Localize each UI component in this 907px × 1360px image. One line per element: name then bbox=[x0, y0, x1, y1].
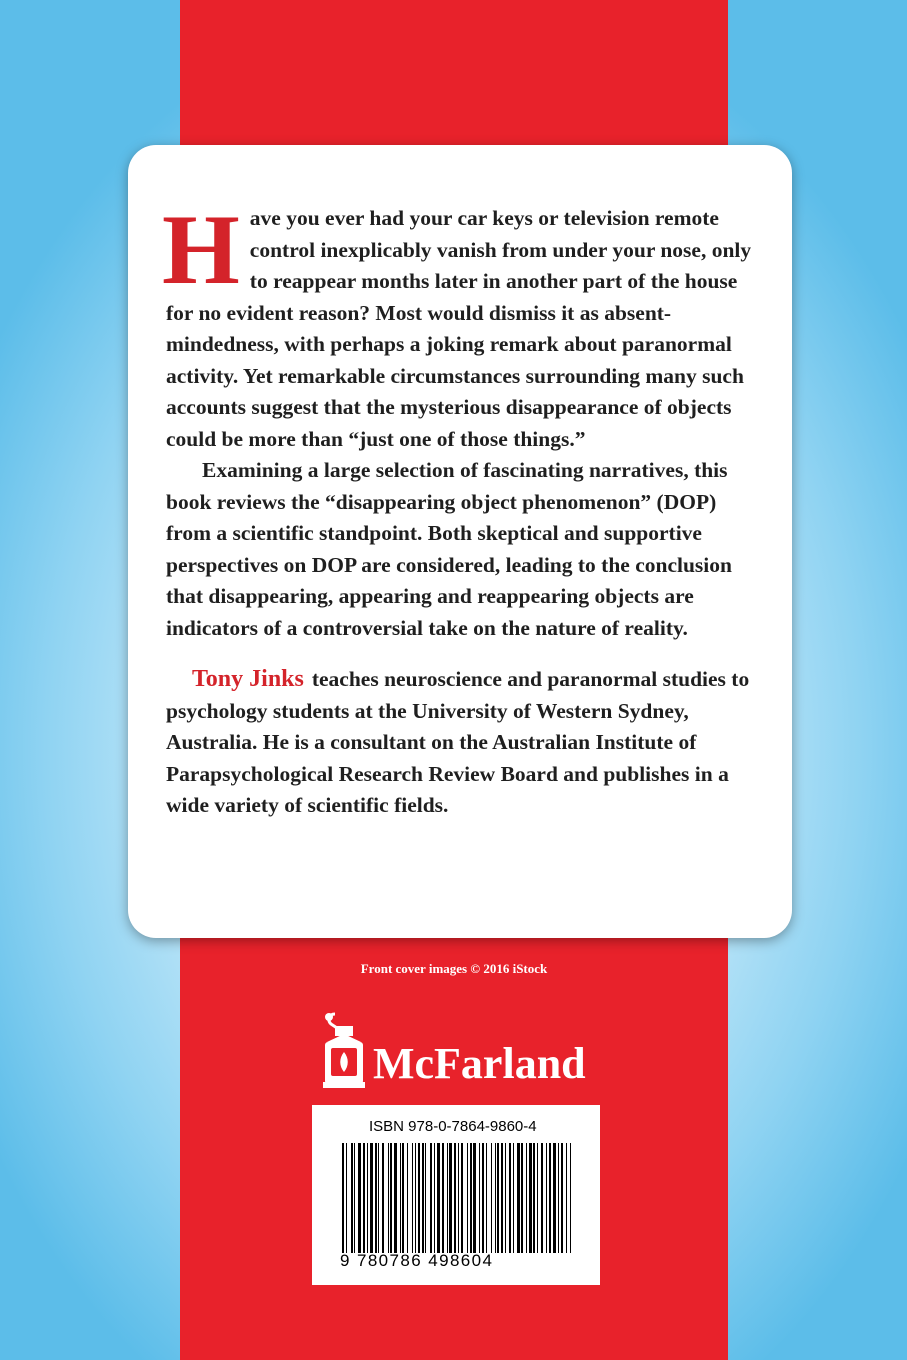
barcode bbox=[342, 1143, 574, 1253]
barcode-stripe bbox=[412, 1143, 413, 1253]
barcode-stripe bbox=[479, 1143, 480, 1253]
barcode-stripe bbox=[529, 1143, 532, 1253]
author-bio-text: teaches neuroscience and paranormal studies to psychology students at the University of Western Sydney, Australia. He is a consultant on the Australian Institute of Parapsychological Research Review Board and publishes in a wide variety of scientific fields. bbox=[166, 667, 750, 817]
author-bio bbox=[166, 664, 756, 822]
barcode-stripe bbox=[458, 1143, 459, 1253]
barcode-stripe bbox=[415, 1143, 416, 1253]
barcode-stripe bbox=[434, 1143, 435, 1253]
cover-image-credit: Front cover images © 2016 iStock bbox=[360, 961, 548, 976]
barcode-stripe bbox=[501, 1143, 503, 1253]
barcode-stripe bbox=[497, 1143, 499, 1253]
barcode-stripe bbox=[558, 1143, 559, 1253]
barcode-stripe bbox=[546, 1143, 547, 1253]
barcode-stripe bbox=[382, 1143, 384, 1253]
publisher-name: McFarland bbox=[373, 1039, 586, 1088]
barcode-stripe bbox=[505, 1143, 506, 1253]
barcode-stripe bbox=[526, 1143, 527, 1253]
barcode-stripe bbox=[400, 1143, 401, 1253]
barcode-stripe bbox=[561, 1143, 563, 1253]
barcode-stripe bbox=[354, 1143, 355, 1253]
blurb-paragraph-1 bbox=[162, 194, 756, 455]
barcode-stripe bbox=[495, 1143, 496, 1253]
barcode-digits: 9 780786 498604 bbox=[340, 1251, 494, 1270]
barcode-stripe bbox=[533, 1143, 535, 1253]
barcode-stripe bbox=[447, 1143, 448, 1253]
barcode-stripe bbox=[378, 1143, 379, 1253]
barcode-stripe bbox=[425, 1143, 426, 1253]
barcode-stripe bbox=[473, 1143, 476, 1253]
barcode-stripe bbox=[430, 1143, 432, 1253]
barcode-stripe bbox=[407, 1143, 408, 1253]
barcode-stripe bbox=[482, 1143, 484, 1253]
drop-cap: H bbox=[162, 194, 240, 305]
barcode-stripe bbox=[467, 1143, 468, 1253]
barcode-stripe bbox=[521, 1143, 523, 1253]
barcode-stripe bbox=[358, 1143, 361, 1253]
barcode-stripe bbox=[388, 1143, 389, 1253]
barcode-stripe bbox=[367, 1143, 368, 1253]
barcode-stripe bbox=[470, 1143, 472, 1253]
barcode-stripe bbox=[418, 1143, 420, 1253]
barcode-stripe bbox=[346, 1143, 347, 1253]
barcode-stripe bbox=[422, 1143, 424, 1253]
barcode-stripe bbox=[454, 1143, 456, 1253]
barcode-stripe bbox=[491, 1143, 492, 1253]
barcode-stripe bbox=[541, 1143, 543, 1253]
blurb-paragraph-2: Examining a large selection of fascinating narratives, this book reviews the “disappearing object phenomenon” (DOP) from a scientific standpoint. Both skeptical and supportive perspectives on DOP are considered, leading to the conclusion that disappearing, appearing and reappearing objects are indicators of a controversial take on the nature of reality. bbox=[166, 458, 732, 640]
isbn-label: ISBN 978-0-7864-9860-4 bbox=[369, 1118, 537, 1135]
barcode-stripe bbox=[390, 1143, 392, 1253]
barcode-stripe bbox=[449, 1143, 452, 1253]
barcode-stripe bbox=[537, 1143, 538, 1253]
blurb-paragraph-1-text: ave you ever had your car keys or television remote control inexplicably vanish from under your nose, only to reappear months later in another part of the house for no evident reason? Most would dismiss it as absent-mindedness, with perhaps a joking remark about paranormal activity. Yet remarkable circumstances surrounding many such accounts suggest that the mysterious disappearance of objects could be more than “just one of those things.” bbox=[166, 206, 752, 451]
barcode-area bbox=[312, 1105, 600, 1285]
blurb-card bbox=[128, 145, 792, 938]
barcode-stripe bbox=[437, 1143, 440, 1253]
barcode-stripe bbox=[570, 1143, 571, 1253]
barcode-stripe bbox=[394, 1143, 397, 1253]
barcode-stripe bbox=[363, 1143, 365, 1253]
barcode-stripe bbox=[549, 1143, 551, 1253]
barcode-stripe bbox=[402, 1143, 404, 1253]
barcode-stripe bbox=[442, 1143, 444, 1253]
publisher-logo bbox=[315, 1010, 615, 1090]
barcode-stripe bbox=[517, 1143, 520, 1253]
barcode-stripe bbox=[375, 1143, 377, 1253]
barcode-stripe bbox=[351, 1143, 353, 1253]
barcode-stripe bbox=[509, 1143, 511, 1253]
lantern-icon bbox=[315, 1012, 367, 1090]
barcode-stripe bbox=[486, 1143, 487, 1253]
barcode-stripe bbox=[566, 1143, 567, 1253]
barcode-stripe bbox=[461, 1143, 463, 1253]
barcode-stripe bbox=[342, 1143, 344, 1253]
barcode-stripe bbox=[513, 1143, 514, 1253]
barcode-stripe bbox=[370, 1143, 373, 1253]
barcode-stripe bbox=[553, 1143, 556, 1253]
author-name: Tony Jinks bbox=[192, 666, 304, 692]
